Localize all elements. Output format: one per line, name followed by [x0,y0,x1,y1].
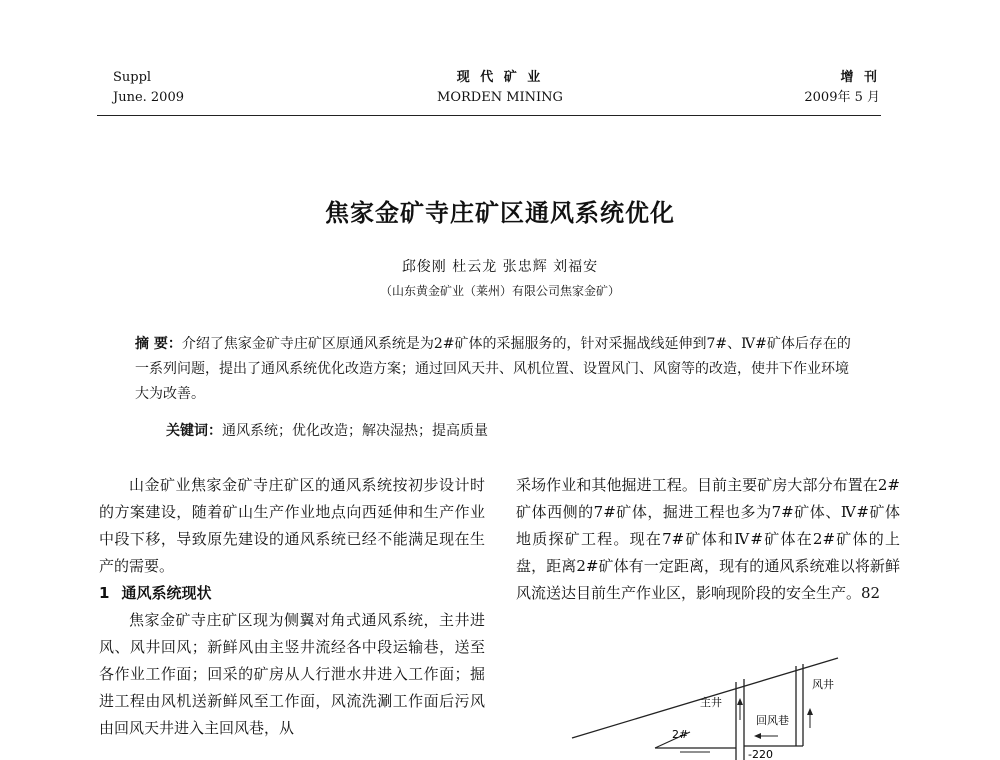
article-authors: 邱俊刚 杜云龙 张忠辉 刘福安 [401,259,599,275]
abstract-text: 介绍了焦家金矿寺庄矿区原通风系统是为2#矿体的采掘服务的，针对采掘战线延伸到7#、Ⅳ#矿体后存在的一系列问题，提出了通风系统优化改造方案；通过回风天井、风机位置、设置风门、风窗等的改造，使井下作业环境大为改善。 [135,336,851,402]
header-supplement: Suppl [113,70,152,85]
section-heading [99,580,485,607]
label-vent-shaft: 风井 [812,678,834,691]
vent-shaft-arrowhead [807,708,813,715]
header-date-en: June. 2009 [113,90,184,105]
intro-paragraph: 山金矿业焦家金矿寺庄矿区的通风系统按初步设计时的方案建设，随着矿山生产作业地点向西延伸和生产作业中段下移，导致原先建设的通风系统已经不能满足现在生产的需要。 [99,476,485,575]
section-paragraph: 焦家金矿寺庄矿区现为侧翼对角式通风系统，主井进风、风井回风；新鲜风由主竖井流经各中段运输巷，送至各作业工作面；回采的矿房从人行泄水井进入工作面；掘进工程由风机送新鲜风至工作面，风流洗涮工作面后污风由回风天井进入主回风巷，从 [99,611,485,737]
label-orebody: 2# [672,728,689,741]
abstract [135,332,855,407]
continued-paragraph: 采场作业和其他掘进工程。目前主要矿房大部分布置在2#矿体西侧的7#矿体，掘进工程也多为7#矿体、Ⅳ#矿体地质探矿工程。现在7#矿体和Ⅳ#矿体在2#矿体的上盘，距离2#矿体有一定距离，现有的通风系统难以将新鲜风流送达目前生产作业区，影响现阶段的安全生产。82 [516,476,900,602]
journal-header-left [113,68,184,108]
keywords [166,420,866,442]
section-title: 通风系统现状 [121,584,212,602]
article-title: 焦家金矿寺庄矿区通风系统优化 [325,199,675,227]
journal-name-en: MORDEN MINING [437,90,563,105]
label-main-shaft: 主井 [700,696,722,709]
ventilation-diagram [560,648,860,760]
return-drift-arrowhead [754,733,761,739]
abstract-label: 摘 要： [135,336,182,352]
main-shaft-arrowhead [737,698,743,705]
label-level: -220 [748,748,773,760]
header-date-cn: 2009年 5 月 [804,90,880,105]
body-right-column [516,472,900,607]
keywords-label: 关键词： [166,423,222,439]
keywords-text: 通风系统；优化改造；解决湿热；提高质量 [222,423,488,439]
journal-header-center [390,68,610,108]
journal-header-right [770,68,880,108]
section-number: 1 [99,584,110,602]
journal-name-cn: 现 代 矿 业 [456,70,544,85]
article-affiliation: （山东黄金矿业（莱州）有限公司焦家金矿） [379,284,620,298]
header-rule [97,115,881,116]
header-supplement-cn: 增 刊 [840,70,880,85]
body-left-column [99,472,485,742]
label-return-drift: 回风巷 [756,714,789,727]
